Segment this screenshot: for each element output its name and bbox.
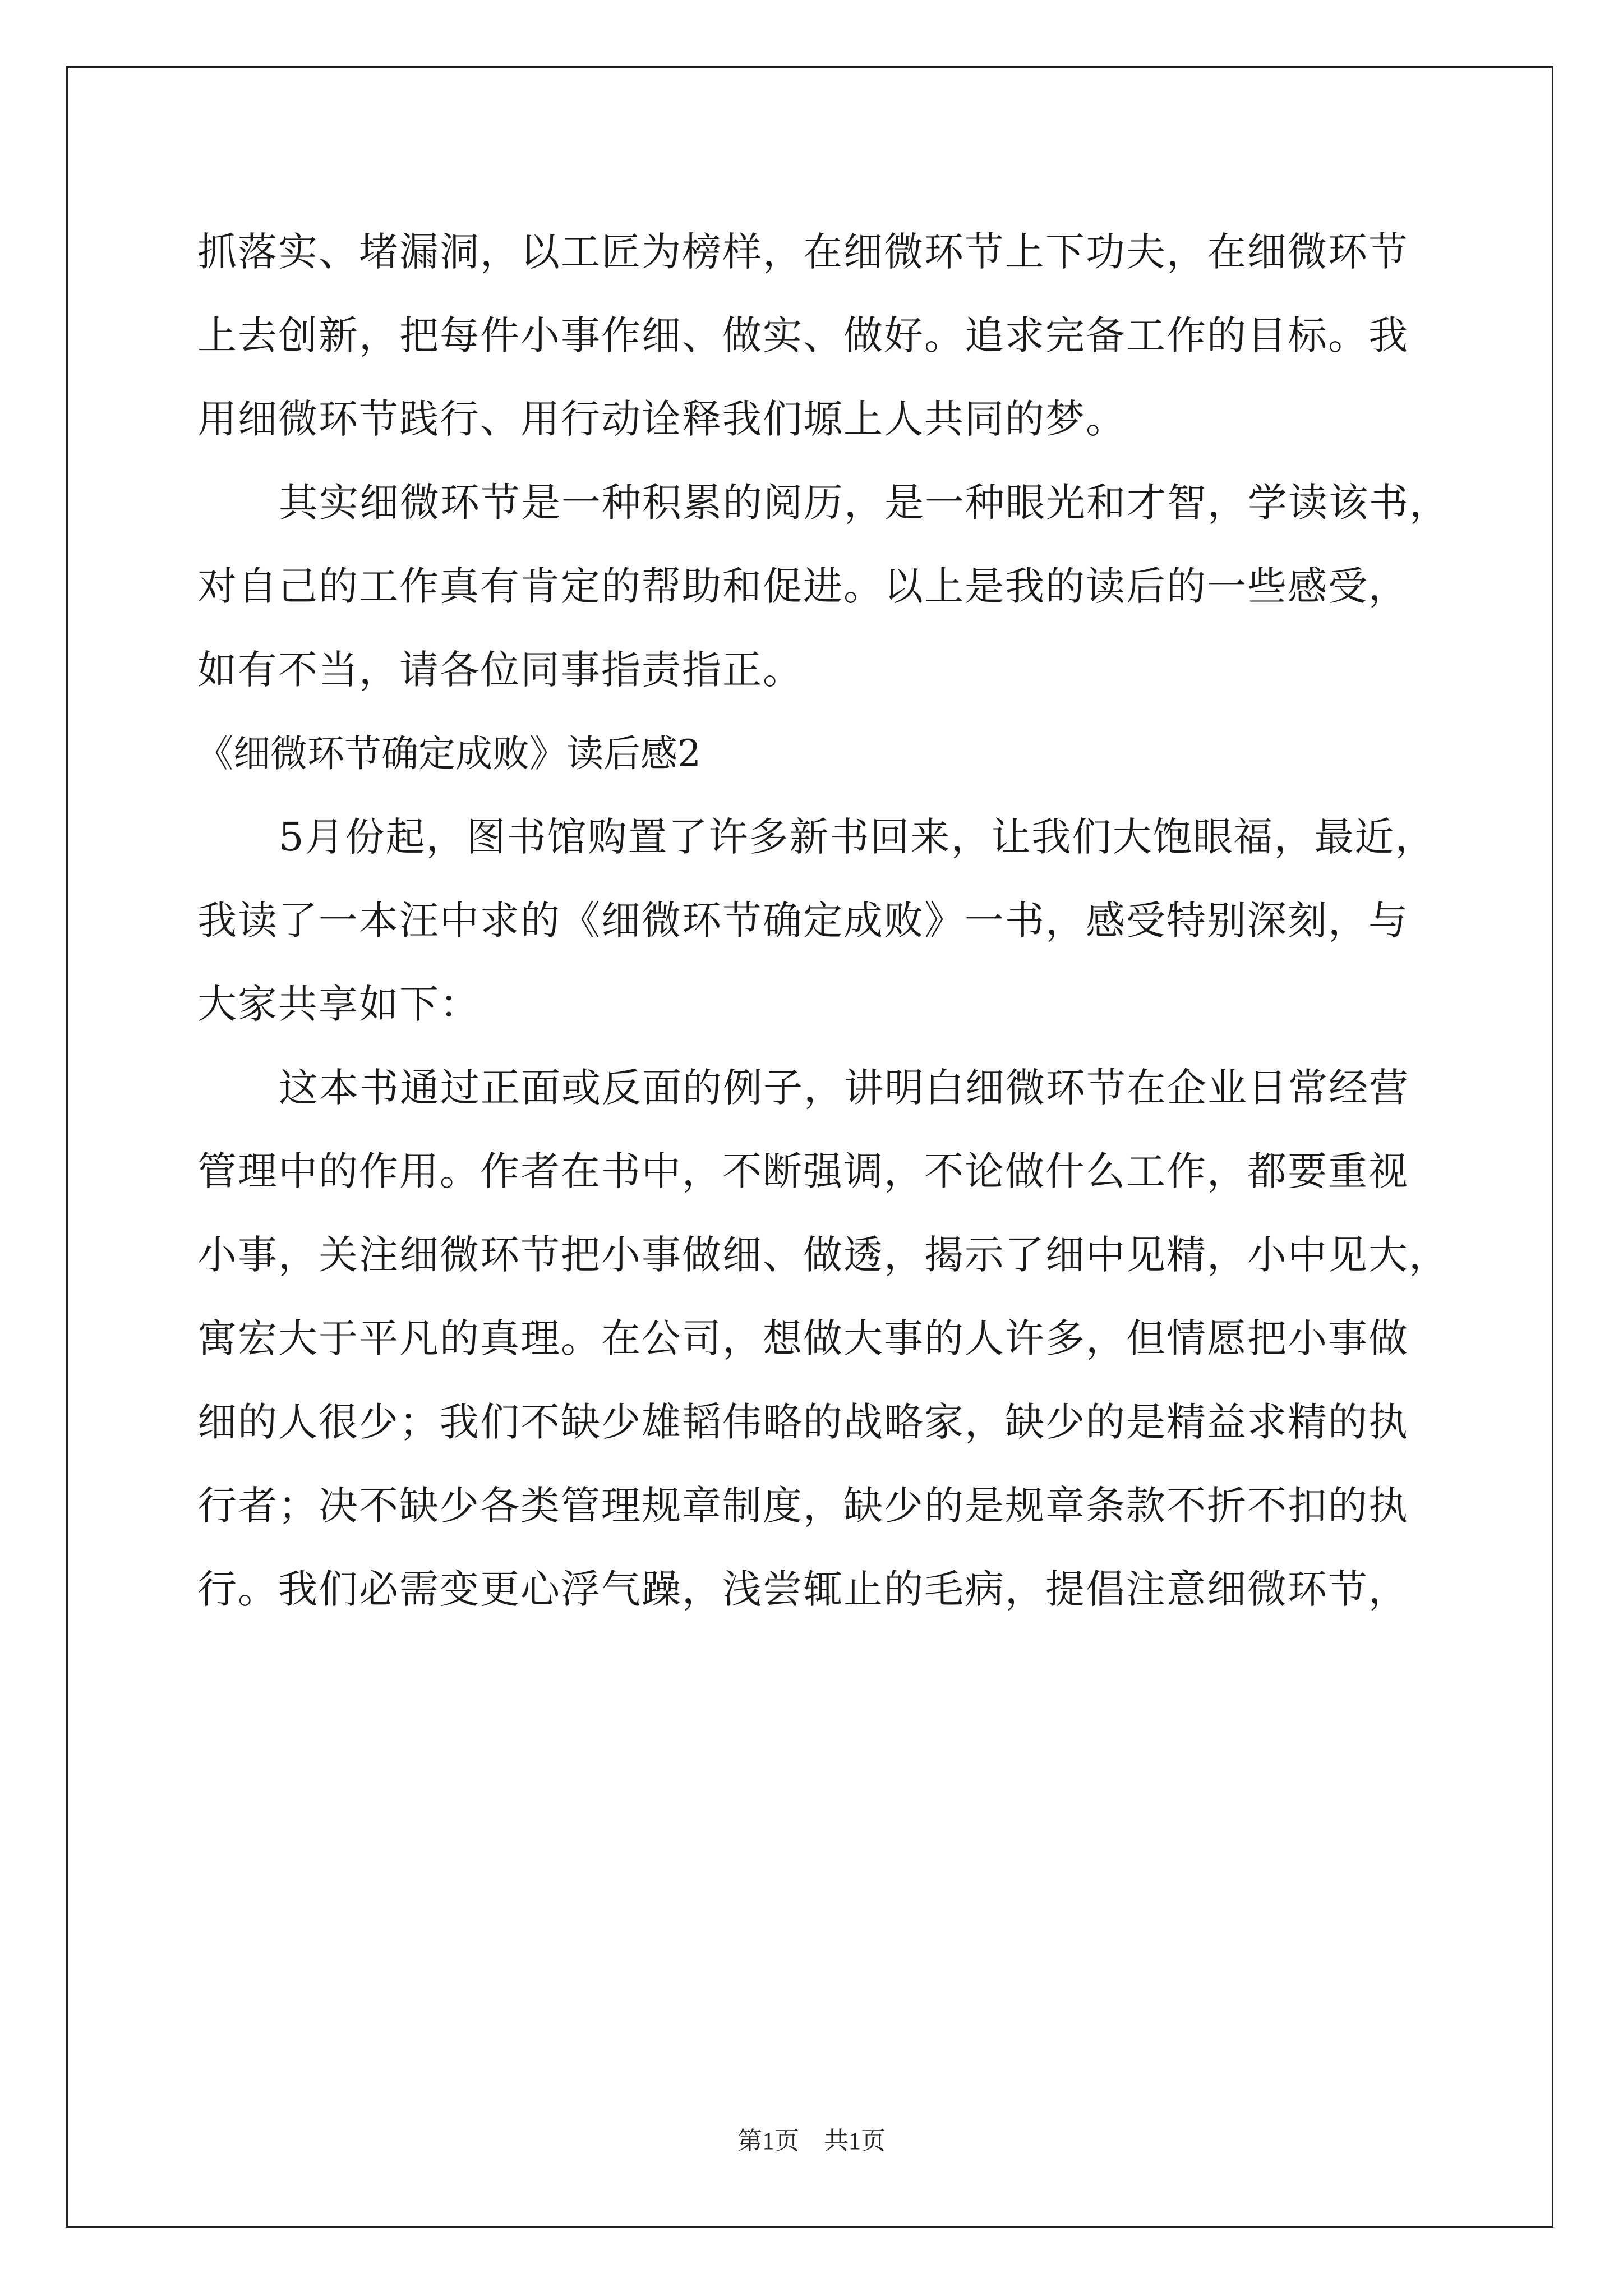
page-total: 共1页 bbox=[824, 2127, 886, 2155]
paragraph-line: 其实细微环节是一种积累的阅历，是一种眼光和才智，学读该书， bbox=[279, 480, 1450, 526]
page-number: 第1页 bbox=[737, 2127, 799, 2155]
paragraph-line: 行者；决不缺少各类管理规章制度，缺少的是规章条款不折不扣的执 bbox=[197, 1483, 1409, 1529]
paragraph-line: 大家共享如下： bbox=[197, 981, 480, 1027]
paragraph-line: 用细微环节践行、用行动诠释我们塬上人共同的梦。 bbox=[197, 396, 1126, 442]
paragraph-line: 细的人很少；我们不缺少雄韬伟略的战略家，缺少的是精益求精的执 bbox=[197, 1399, 1409, 1445]
paragraph-line: 5月份起，图书馆购置了许多新书回来，让我们大饱眼福，最近， bbox=[279, 814, 1436, 860]
page-footer bbox=[0, 2120, 1623, 2156]
paragraph-line: 抓落实、堵漏洞，以工匠为榜样，在细微环节上下功夫，在细微环节 bbox=[197, 229, 1409, 275]
paragraph-line: 我读了一本汪中求的《细微环节确定成败》一书，感受特别深刻，与 bbox=[197, 898, 1409, 944]
paragraph-line: 管理中的作用。作者在书中，不断强调，不论做什么工作，都要重视 bbox=[197, 1148, 1409, 1194]
paragraph-line: 行。我们必需变更心浮气躁，浅尝辄止的毛病，提倡注意细微环节， bbox=[197, 1566, 1409, 1612]
paragraph-line: 如有不当，请各位同事指责指正。 bbox=[197, 647, 803, 693]
paragraph-line: 寓宏大于平凡的真理。在公司，想做大事的人许多，但情愿把小事做 bbox=[197, 1315, 1409, 1361]
paragraph-line: 这本书通过正面或反面的例子，讲明白细微环节在企业日常经营 bbox=[279, 1065, 1409, 1111]
paragraph-line: 小事，关注细微环节把小事做细、做透，揭示了细中见精，小中见大， bbox=[197, 1232, 1449, 1278]
paragraph-line: 对自己的工作真有肯定的帮助和促进。以上是我的读后的一些感受， bbox=[197, 563, 1409, 609]
document-body bbox=[197, 210, 1459, 1631]
paragraph-line: 上去创新，把每件小事作细、做实、做好。追求完备工作的目标。我 bbox=[197, 312, 1409, 358]
section-heading: 《细微环节确定成败》读后感2 bbox=[196, 732, 701, 775]
